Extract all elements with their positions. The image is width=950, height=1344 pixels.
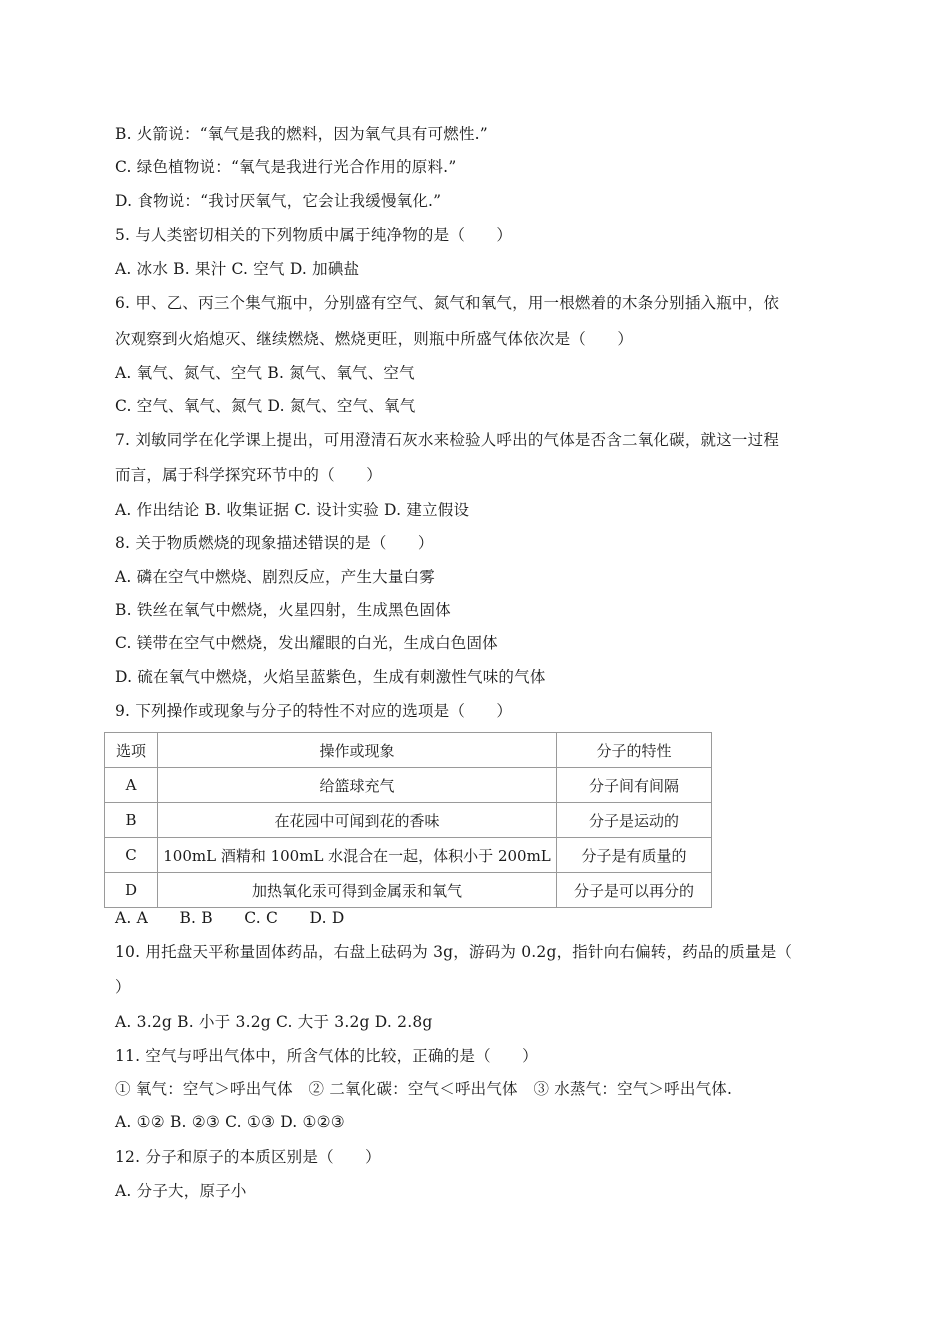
table-cell: C [105,838,158,873]
question-12-option-a: A. 分子大，原子小 [115,1182,247,1200]
table-row [105,838,712,873]
question-9-options: A. A B. B C. C D. D [115,909,345,927]
question-9: 9. 下列操作或现象与分子的特性不对应的选项是（ ） [115,702,513,720]
question-8-option-b: B. 铁丝在氧气中燃烧，火星四射，生成黑色固体 [115,601,451,619]
table-cell: 分子是运动的 [557,803,712,838]
option-line: D. 食物说：“我讨厌氧气，它会让我缓慢氧化.” [115,192,442,210]
question-10: 10. 用托盘天平称量固体药品，右盘上砝码为 3g，游码为 0.2g，指针向右偏转，药品的质量是（ [115,943,793,961]
question-10-options: A. 3.2g B. 小于 3.2g C. 大于 3.2g D. 2.8g [115,1013,433,1031]
table-cell: 分子间有间隔 [557,768,712,803]
table-cell: 加热氧化汞可得到金属汞和氧气 [158,873,557,908]
option-line: C. 绿色植物说：“氧气是我进行光合作用的原料.” [115,158,457,176]
table-row [105,803,712,838]
table-header: 分子的特性 [557,733,712,768]
table-header-row [105,733,712,768]
question-8-option-d: D. 硫在氧气中燃烧，火焰呈蓝紫色，生成有刺激性气味的气体 [115,668,546,686]
question-6: 6. 甲、乙、丙三个集气瓶中，分别盛有空气、氮气和氧气，用一根燃着的木条分别插入瓶中，依 [115,294,780,312]
question-10-cont: ） [115,978,131,996]
table-header: 选项 [105,733,158,768]
question-11: 11. 空气与呼出气体中，所含气体的比较，正确的是（ ） [115,1047,538,1065]
table-cell: 给篮球充气 [158,768,557,803]
question-6-options-cd: C. 空气、氧气、氮气 D. 氮气、空气、氧气 [115,397,416,415]
question-7-options: A. 作出结论 B. 收集证据 C. 设计实验 D. 建立假设 [115,501,470,519]
table-cell: A [105,768,158,803]
table-cell: D [105,873,158,908]
question-11-options: A. ①② B. ②③ C. ①③ D. ①②③ [115,1113,345,1131]
question-6-cont: 次观察到火焰熄灭、继续燃烧、燃烧更旺，则瓶中所盛气体依次是（ ） [115,330,634,348]
question-7: 7. 刘敏同学在化学课上提出，可用澄清石灰水来检验人呼出的气体是否含二氧化碳，就这一过程 [115,431,780,449]
table-cell: 100mL 酒精和 100mL 水混合在一起，体积小于 200mL [158,838,557,873]
question-12: 12. 分子和原子的本质区别是（ ） [115,1148,381,1166]
question-8-option-c: C. 镁带在空气中燃烧，发出耀眼的白光，生成白色固体 [115,634,498,652]
table-header: 操作或现象 [158,733,557,768]
question-9-table [104,732,712,908]
question-5: 5. 与人类密切相关的下列物质中属于纯净物的是（ ） [115,226,513,244]
option-line: B. 火箭说：“氧气是我的燃料，因为氧气具有可燃性.” [115,125,488,143]
table-cell: B [105,803,158,838]
table-row [105,768,712,803]
question-5-options: A. 冰水 B. 果汁 C. 空气 D. 加碘盐 [115,260,360,278]
table-row [105,873,712,908]
question-8: 8. 关于物质燃烧的现象描述错误的是（ ） [115,534,434,552]
table-cell: 在花园中可闻到花的香味 [158,803,557,838]
question-8-option-a: A. 磷在空气中燃烧、剧烈反应，产生大量白雾 [115,568,435,586]
table-cell: 分子是有质量的 [557,838,712,873]
question-7-cont: 而言，属于科学探究环节中的（ ） [115,466,382,484]
question-6-options-ab: A. 氧气、氮气、空气 B. 氮气、氧气、空气 [115,364,415,382]
table-cell: 分子是可以再分的 [557,873,712,908]
question-11-statements: ① 氧气：空气＞呼出气体 ② 二氧化碳：空气＜呼出气体 ③ 水蒸气：空气＞呼出气体. [115,1080,733,1098]
